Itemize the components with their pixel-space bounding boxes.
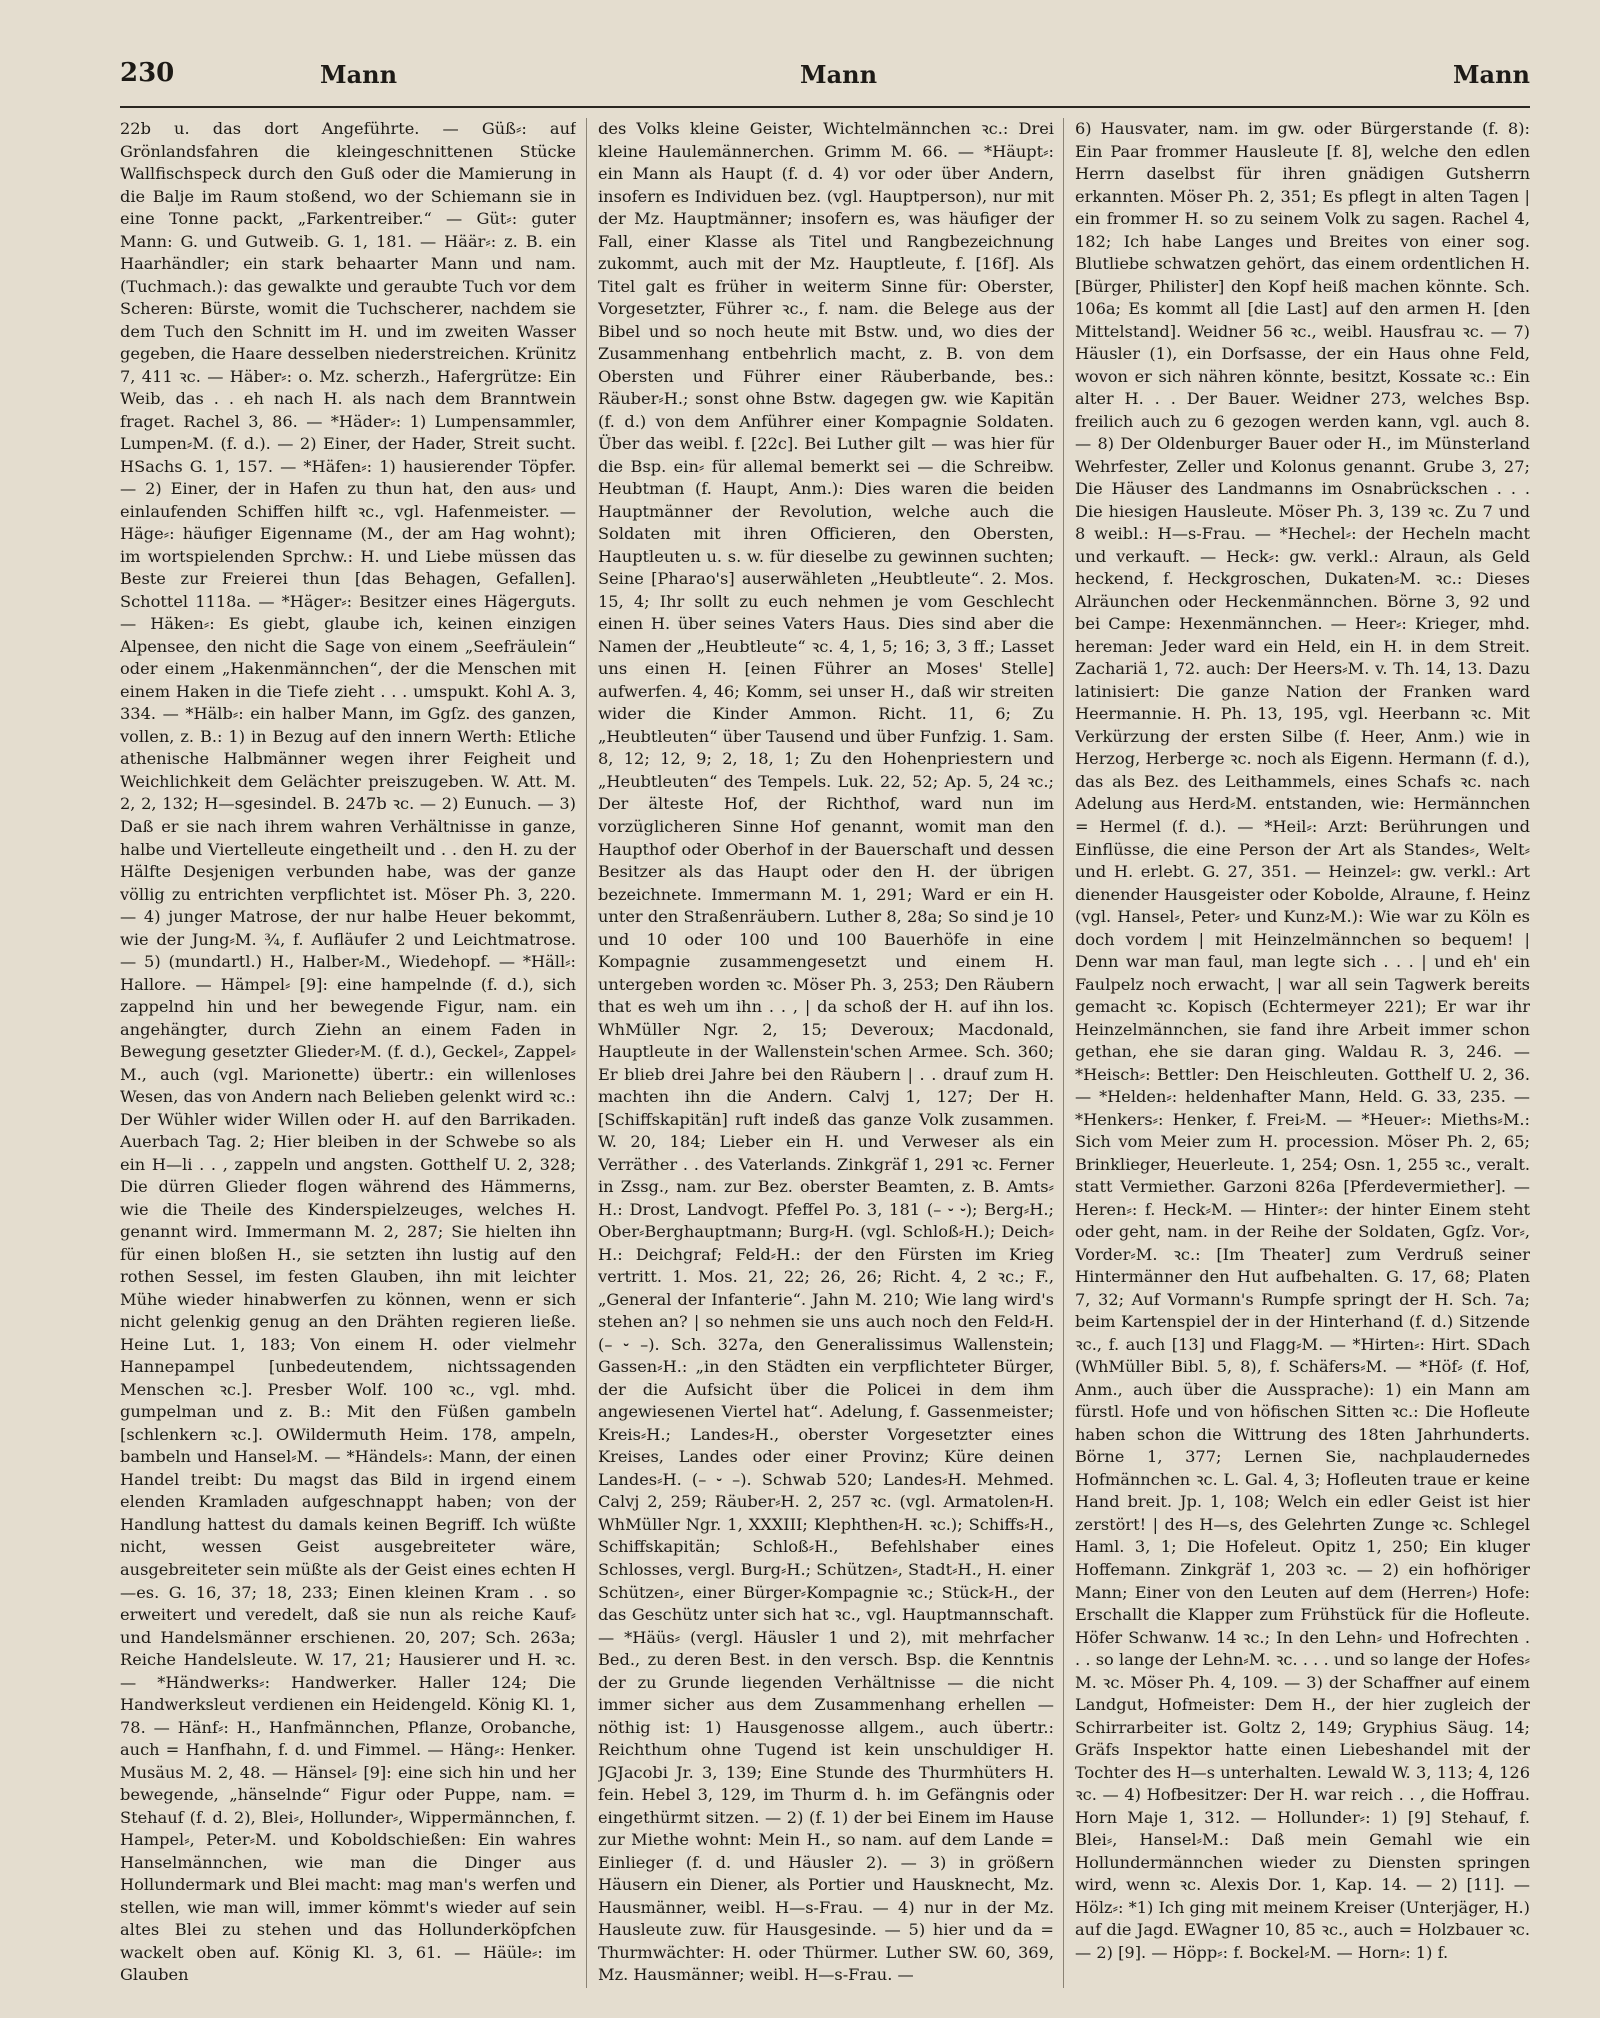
page-header [120,58,1530,98]
text-column-2 [598,118,1054,1988]
running-head-left: Mann [320,60,398,89]
column-3-text: 6) Hausvater, nam. im gw. oder Bürgerstande (f. 8): Ein Paar frommer Hausleute [f. 8], welche den edlen Herrn daselbst für ihren gnädigen Gutsherrn erkannten. Möser Ph. 2, 351; Es pflegt in alten Tagen | ein frommer H. so zu seinem Volk zu sagen. Rachel 4, 182; Ich habe Langes und Breites von einer sog. Blutliebe schwatzen gehört, das einem ordentlichen H. [Bürger, Philister] den Kopf heiß machen könnte. Sch. 106a; Es kommt all [die Last] auf den armen H. [den Mittelstand]. Weidner 56 ꝛc., weibl. Hausfrau ꝛc. — 7) Häusler (1), ein Dorfsasse, der ein Haus ohne Feld, wovon er sich nähren könnte, besitzt, Kossate ꝛc.: Ein alter H. . . Der Bauer. Weidner 273, welches Bsp. freilich auch zu 6 gezogen werden kann, vgl. auch 8. — 8) Der Oldenburger Bauer oder H., im Münsterland Wehrfester, Zeller und Kolonus genannt. Grube 3, 27; Die Häuser des Landmanns im Osnabrückschen . . . Die hiesigen Hausleute. Möser Ph. 3, 139 ꝛc. Zu 7 und 8 weibl.: H—s-Frau. — *Hechel⸗: der Hecheln macht und verkauft. — Heck⸗: gw. verkl.: Alraun, als Geld heckend, f. Heckgroschen, Dukaten⸗M. ꝛc.: Dieses Alräunchen oder Heckenmännchen. Börne 3, 92 und bei Campe: Hexenmännchen. — Heer⸗: Krieger, mhd. hereman: Jeder ward ein Held, ein H. in dem Streit. Zachariä 1, 72. auch: Der Heers⸗M. v. Th. 14, 13. Dazu latinisiert: Die ganze Nation der Franken ward Heermannie. H. Ph. 13, 195, vgl. Heerbann ꝛc. Mit Verkürzung der ersten Silbe (f. Heer, Anm.) wie in Herzog, Herberge ꝛc. noch als Eigenn. Hermann (f. d.), das als Bez. des Leithammels, eines Schafs ꝛc. nach Adelung aus Herd⸗M. entstanden, wie: Hermännchen = Hermel (f. d.). — *Heil⸗: Arzt: Berührungen und Einflüsse, die eine Person der Art als Standes⸗, Welt⸗ und H. erlebt. G. 27, 351. — Heinzel⸗: gw. verkl.: Art dienender Hausgeister oder Kobolde, Alraune, f. Heinz (vgl. Hansel⸗, Peter⸗ und Kunz⸗M.): Wie war zu Köln es doch vordem | mit Heinzelmännchen so bequem! | Denn war man faul, man legte sich . . . | und eh' ein Faulpelz noch erwacht, | war all sein Tagwerk bereits gemacht ꝛc. Kopisch (Echtermeyer 221); Er war ihr Heinzelmännchen, sie fand ihre Arbeit immer schon gethan, ehe sie daran ging. Waldau R. 3, 246. — *Heisch⸗: Bettler: Den Heischleuten. Gotthelf U. 2, 36. — *Helden⸗: heldenhafter Mann, Held. G. 33, 235. — *Henkers⸗: Henker, f. Frei⸗M. — *Heuer⸗: Mieths⸗M.: Sich vom Meier zum H. procession. Möser Ph. 2, 65; Brinklieger, Heuerleute. 1, 254; Osn. 1, 255 ꝛc., veralt. statt Vermiether. Garzoni 826a [Pferdevermiether]. — Heren⸗: f. Heck⸗M. — Hinter⸗: der hinter Einem steht oder geht, nam. in der Reihe der Soldaten, Ggſz. Vor⸗, Vorder⸗M. ꝛc.: [Im Theater] zum Verdruß seiner Hintermänner den Hut aufbehalten. G. 17, 68; Platen 7, 32; Auf Vormann's Rumpfe springt der H. Sch. 7a; beim Kartenspiel der in der Hinterhand (f. d.) Sitzende ꝛc., f. auch [13] und Flagg⸗M. — *Hirten⸗: Hirt. SDach (WhMüller Bibl. 5, 8), f. Schäfers⸗M. — *Höf⸗ (f. Hof, Anm., auch über die Aussprache): 1) ein Mann am fürstl. Hofe und von höfischen Sitten ꝛc.: Die Hofleute haben schon die Wittrung des 18ten Jahrhunderts. Börne 1, 377; Lernen Sie, nachplaudernedes Hofmännchen ꝛc. L. Gal. 4, 3; Hofleuten traue er keine Hand breit. Jp. 1, 108; Welch ein edler Geist ist hier zerstört! | des H—s, des Gelehrten Zunge ꝛc. Schlegel Haml. 3, 1; Die Hofeleut. Opitz 1, 250; Ein kluger Hoffemann. Zinkgräf 1, 203 ꝛc. — 2) ein hofhöriger Mann; Einer von den Leuten auf dem (Herren⸗) Hofe: Erschallt die Klapper zum Frühstück für die Hofleute. Höfer Schwanw. 14 ꝛc.; In den Lehn⸗ und Hofrechten . . . so lange der Lehn⸗M. ꝛc. . . . und so lange der Hofes⸗M. ꝛc. Möser Ph. 4, 109. — 3) der Schaffner auf einem Landgut, Hofmeister: Dem H., der hier zugleich der Schirrarbeiter ist. Goltz 2, 149; Gryphius Säug. 14; Gräfs Inspektor hatte einen Liebeshandel mit der Tochter des H—s unterhalten. Lewald W. 3, 113; 4, 126 ꝛc. — 4) Hofbesitzer: Der H. war reich . . , die Hoffrau. Horn Maje 1, 312. — Hollunder⸗: 1) [9] Stehauf, f. Blei⸗, Hansel⸗M.: Daß mein Gemahl wie ein Hollundermännchen wieder zu Diensten springen wird, wenn ꝛc. Alexis Dor. 1, Kap. 14. — 2) [11]. — Hölz⸗: *1) Ich ging mit meinem Kreiser (Unterjäger, H.) auf die Jagd. EWagner 10, 85 ꝛc., auch = Holzbauer ꝛc. — 2) [9]. — Höpp⸗: f. Bockel⸗M. — Horn⸗: 1) f. [1075,119,1530,1962]
header-rule [120,106,1530,108]
page-number: 230 [120,58,175,88]
running-head-right: Mann [1452,60,1530,89]
column-2-text: des Volks kleine Geister, Wichtelmännchen ꝛc.: Drei kleine Haulemännerchen. Grimm M. 66. — *Häupt⸗: ein Mann als Haupt (f. d. 4) vor oder über Andern, insofern es Individuen bez. (vgl. Hauptperson), nur mit der Mz. Hauptmänner; insofern es, was häufiger der Fall, einer Klasse als Titel und Rangbezeichnung zukommt, auch mit der Mz. Hauptleute, f. [16f]. Als Titel galt es früher in weiterm Sinne für: Oberster, Vorgesetzter, Führer ꝛc., f. nam. die Belege aus der Bibel und so noch heute mit Bstw. und, wo dies der Zusammenhang entbehrlich macht, z. B. von dem Obersten und Führer einer Räuberbande, bes.: Räuber⸗H.; sonst ohne Bstw. dagegen gw. wie Kapitän (f. d.) von dem Anführer einer Kompagnie Soldaten. Über das weibl. f. [22c]. Bei Luther gilt — was hier für die Bsp. ein⸗ für allemal bemerkt sei — die Schreibw. Heubtman (f. Haupt, Anm.): Dies waren die beiden Hauptmänner der Revolution, welche auch die Soldaten mit ihren Officieren, den Obersten, Hauptleuten u. s. w. für dieselbe zu gewinnen suchten; Seine [Pharao's] auserwähleten „Heubtleute“. 2. Mos. 15, 4; Ihr sollt zu euch nehmen je vom Geschlecht einen H. über seines Vaters Haus. Dies sind aber die Namen der „Heubtleute“ ꝛc. 4, 1, 5; 16; 3, 3 ff.; Lasset uns einen H. [einen Führer an Moses' Stelle] aufwerfen. 4, 46; Komm, sei unser H., daß wir streiten wider die Kinder Ammon. Richt. 11, 6; Zu „Heubtleuten“ über Tausend und über Funfzig. 1. Sam. 8, 12; 12, 9; 2, 18, 1; Zu den Hohenpriestern und „Heubtleuten“ des Tempels. Luk. 22, 52; Ap. 5, 24 ꝛc.; Der älteste Hof, der Richthof, ward nun im vorzüglicheren Sinne Hof genannt, womit man den Haupthof oder Oberhof in der Bauerschaft und dessen Besitzer als das Haupt oder den H. der übrigen bezeichnete. Immermann M. 1, 291; Ward er ein H. unter den Straßenräubern. Luther 8, 28a; So sind je 10 und 10 oder 100 und 100 Bauerhöfe in eine Kompagnie zusammengesetzt und einem H. untergeben worden ꝛc. Möser Ph. 3, 253; Den Räubern that es weh um ihn . . , | da schoß der H. auf ihn los. WhMüller Ngr. 2, 15; Deveroux; Macdonald, Hauptleute in der Wallenstein'schen Armee. Sch. 360; Er blieb drei Jahre bei den Räubern | . . drauf zum H. machten ihn die Andern. Calvj 1, 127; Der H. [Schiffskapitän] ruft indeß das ganze Volk zusammen. W. 20, 184; Lieber ein H. und Verweser als ein Verräther . . des Vaterlands. Zinkgräf 1, 291 ꝛc. Ferner in Zssg., nam. zur Bez. oberster Beamten, z. B. Amts⸗H.: Drost, Landvogt. Pfeffel Po. 3, 181 (– ⏑ ⏑); Berg⸗H.; Ober⸗Berghauptmann; Burg⸗H. (vgl. Schloß⸗H.); Deich⸗H.: Deichgraf; Feld⸗H.: der den Fürsten im Krieg vertritt. 1. Mos. 21, 22; 26, 26; Richt. 4, 2 ꝛc.; F., „General der Infanterie“. Jahn M. 210; Wie lang wird's stehen an? | so nehmen sie uns auch noch den Feld⸗H. (– ⏑ –). Sch. 327a, den Generalissimus Wallenstein; Gassen⸗H.: „in den Städten ein verpflichteter Bürger, der die Aufsicht über die Policei in dem ihm angewiesenen Viertel hat“. Adelung, f. Gassenmeister; Kreis⸗H.; Landes⸗H., oberster Vorgesetzter eines Kreises, Landes oder einer Provinz; Küre deinen Landes⸗H. (– ⏑ –). Schwab 520; Landes⸗H. Mehmed. Calvj 2, 259; Räuber⸗H. 2, 257 ꝛc. (vgl. Armatolen⸗H. WhMüller Ngr. 1, XXXIII; Klephthen⸗H. ꝛc.); Schiffs⸗H., Schiffskapitän; Schloß⸗H., Befehlshaber eines Schlosses, vergl. Burg⸗H.; Schützen⸗, Stadt⸗H., H. einer Schützen⸗, einer Bürger⸗Kompagnie ꝛc.; Stück⸗H., der das Geschütz unter sich hat ꝛc., vgl. Hauptmannschaft. — *Häüs⸗ (vergl. Häusler 1 und 2), mit mehrfacher Bed., zu deren Best. in den versch. Bsp. die Kenntnis der zu Grunde liegenden Verhältnisse — die nicht immer sicher aus dem Zusammenhang erhellen — nöthig ist: 1) Hausgenosse allgem., auch übertr.: Reichthum ohne Tugend ist kein unschuldiger H. JGJacobi Jr. 3, 139; Eine Stunde des Thurmhüters H. fein. Hebel 3, 129, im Thurm d. h. im Gefängnis oder eingethürmt sitzen. — 2) (f. 1) der bei Einem im Hause zur Miethe wohnt: Mein H., so nam. auf dem Lande = Einlieger (f. d. und Häusler 2). — 3) in größern Häusern ein Diener, als Portier und Hausknecht, Mz. Hausmänner, weibl. H—s-Frau. — 4) nur in der Mz. Hausleute zuw. für Hausgesinde. — 5) hier und da = Thurmwächter: H. oder Thürmer. Luther SW. 60, 369, Mz. Hausmänner; weibl. H—s-Frau. — [598,119,1054,1985]
text-column-3 [1075,118,1530,1988]
column-divider [1063,118,1064,1988]
column-1-text: 22b u. das dort Angeführte. — Güß⸗: auf Grönlandsfahren die kleingeschnittenen Stücke Wallfischspeck durch den Guß oder die Mamierung in die Balje im Raum stoßend, wo der Schiemann sie in eine Tonne packt, „Farkentreiber.“ — Güt⸗: guter Mann: G. und Gutweib. G. 1, 181. — Häär⸗: z. B. ein Haarhändler; ein stark behaarter Mann und nam. (Tuchmach.): das gewalkte und geraubte Tuch vor dem Scheren: Bürste, womit die Tuchscherer, nachdem sie dem Tuch den Schnitt im H. und im zweiten Wasser gegeben, die Haare desselben niederstreichen. Krünitz 7, 411 ꝛc. — Häber⸗: o. Mz. scherzh., Hafergrütze: Ein Weib, das . . eh nach H. als nach dem Branntwein fraget. Rachel 3, 86. — *Häder⸗: 1) Lumpensammler, Lumpen⸗M. (f. d.). — 2) Einer, der Hader, Streit sucht. HSachs G. 1, 157. — *Häfen⸗: 1) hausierender Töpfer. — 2) Einer, der in Hafen zu thun hat, den aus⸗ und einlaufenden Schiffen hilft ꝛc., vgl. Hafenmeister. — Häge⸗: häufiger Eigenname (M., der am Hag wohnt); im wortspielenden Sprchw.: H. und Liebe müssen das Beste zur Freierei thun [das Behagen, Gefallen]. Schottel 1118a. — *Häger⸗: Besitzer eines Hägerguts. — Häken⸗: Es giebt, glaube ich, keinen einzigen Alpensee, den nicht die Sage von einem „Seefräulein“ oder einem „Hakenmännchen“, der die Menschen mit einem Haken in die Tiefe zieht . . . umspukt. Kohl A. 3, 334. — *Hälb⸗: ein halber Mann, im Ggſz. des ganzen, vollen, z. B.: 1) in Bezug auf den innern Werth: Etliche athenische Halbmänner wegen ihrer Feigheit und Weichlichkeit dem Gelächter preiszugeben. W. Att. M. 2, 2, 132; H—sgesindel. B. 247b ꝛc. — 2) Eunuch. — 3) Daß er sie nach ihrem wahren Verhältnisse in ganze, halbe und Viertelleute eingetheilt und . . den H. zu der Hälfte Desjenigen verbunden habe, was der ganze völlig zu entrichten verpflichtet ist. Möser Ph. 3, 220. — 4) junger Matrose, der nur halbe Heuer bekommt, wie der Jung⸗M. ¾, f. Aufläufer 2 und Leichtmatrose. — 5) (mundartl.) H., Halber⸗M., Wiedehopf. — *Häll⸗: Hallore. — Hämpel⸗ [9]: eine hampelnde (f. d.), sich zappelnd hin und her bewegende Figur, nam. ein angehängter, durch Ziehn an einem Faden in Bewegung gesetzter Glieder⸗M. (f. d.), Geckel⸗, Zappel⸗M., auch (vgl. Marionette) übertr.: ein willenloses Wesen, das von Andern nach Belieben gelenkt wird ꝛc.: Der Wühler wider Willen oder H. auf den Barrikaden. Auerbach Tag. 2; Hier bleiben in der Schwebe so als ein H—li . . , zappeln und angsten. Gotthelf U. 2, 328; Die dürren Glieder flogen während des Hämmerns, wie die Theile des Kinderspielzeuges, welches H. genannt wird. Immermann M. 2, 287; Sie hielten ihn für einen bloßen H., sie setzten ihn lustig auf den rothen Sessel, im festen Glauben, ihn mit leichter Mühe wieder hinabwerfen zu können, wenn er sich nicht gelenkig genug an den Drähten regieren ließe. Heine Lut. 1, 183; Von einem H. oder vielmehr Hannepampel [unbedeutendem, nichtssagenden Menschen ꝛc.]. Presber Wolf. 100 ꝛc., vgl. mhd. gumpelman und z. B.: Mit den Füßen gambeln [schlenkern ꝛc.]. OWildermuth Heim. 178, ampeln, bambeln und Hansel⸗M. — *Händels⸗: Mann, der einen Handel treibt: Du magst das Bild in irgend einem elenden Kramladen aufgeschnappt haben; von der Handlung hattest du damals keinen Begriff. Ich wüßte nicht, wessen Geist ausgebreiteter wäre, ausgebreiteter sein müßte als der Geist eines echten H—es. G. 16, 37; 18, 233; Einen kleinen Kram . . so erweitert und veredelt, daß sie nun als reiche Kauf⸗ und Handelsmänner erschienen. 20, 207; Sch. 263a; Reiche Handelsleute. W. 17, 21; Hausierer und H. ꝛc. — *Händwerks⸗: Handwerker. Haller 124; Die Handwerksleut verdienen ein Heidengeld. König Kl. 1, 78. — Hänf⸗: H., Hanfmännchen, Pflanze, Orobanche, auch = Hanfhahn, f. d. und Fimmel. — Häng⸗: Henker. Musäus M. 2, 48. — Hänsel⸗ [9]: eine sich hin und her bewegende, „hänselnde“ Figur oder Puppe, nam. = Stehauf (f. d. 2), Blei⸗, Hollunder⸗, Wippermännchen, f. Hampel⸗, Peter⸗M. und Koboldschießen: Ein wahres Hanselmännchen, wie man die Dinger aus Hollundermark und Blei macht: mag man's werfen und stellen, wie man will, immer kömmt's wieder auf sein altes Blei zu stehen und das Hollunderköpfchen wackelt oben auf. König Kl. 3, 61. — Häüle⸗: im Glauben [120,119,576,1985]
column-divider [586,118,587,1988]
text-column-1 [120,118,576,1988]
running-head-center: Mann [800,60,878,89]
